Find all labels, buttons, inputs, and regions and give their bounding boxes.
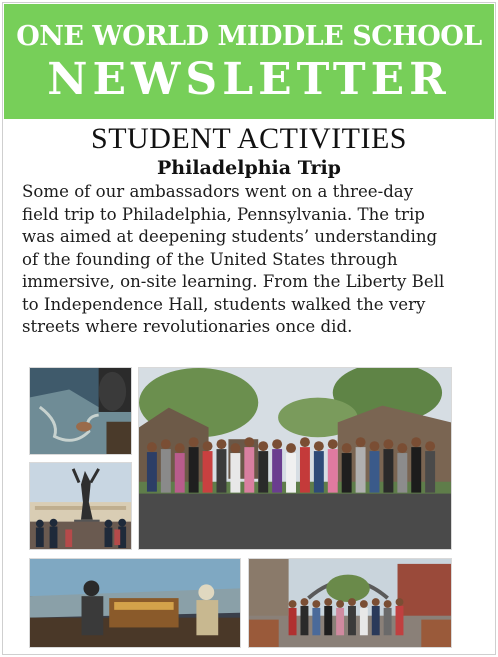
article-body: Some of our ambassadors went on a three-day field trip to Philadelphia, Pennsylvania. The trip was aimed at deepening students’ understanding of the founding of the United States through immersive, on-site learning. From the Liberty Bell to Independence Hall, students walked the very streets where revolutionaries once did. (22, 182, 445, 336)
section-title: STUDENT ACTIVITIES (91, 122, 407, 155)
school-name: ONE WORLD MIDDLE SCHOOL (16, 21, 482, 52)
newsletter-header (4, 4, 494, 119)
newsletter-title: NEWSLETTER (47, 54, 451, 105)
photo-plaza-group (248, 558, 452, 648)
article-title: Philadelphia Trip (157, 157, 341, 179)
photo-map-exhibit (29, 367, 132, 455)
photo-museum-diorama (29, 558, 241, 648)
photo-statue (29, 462, 132, 550)
photo-group-cabins (138, 367, 452, 550)
